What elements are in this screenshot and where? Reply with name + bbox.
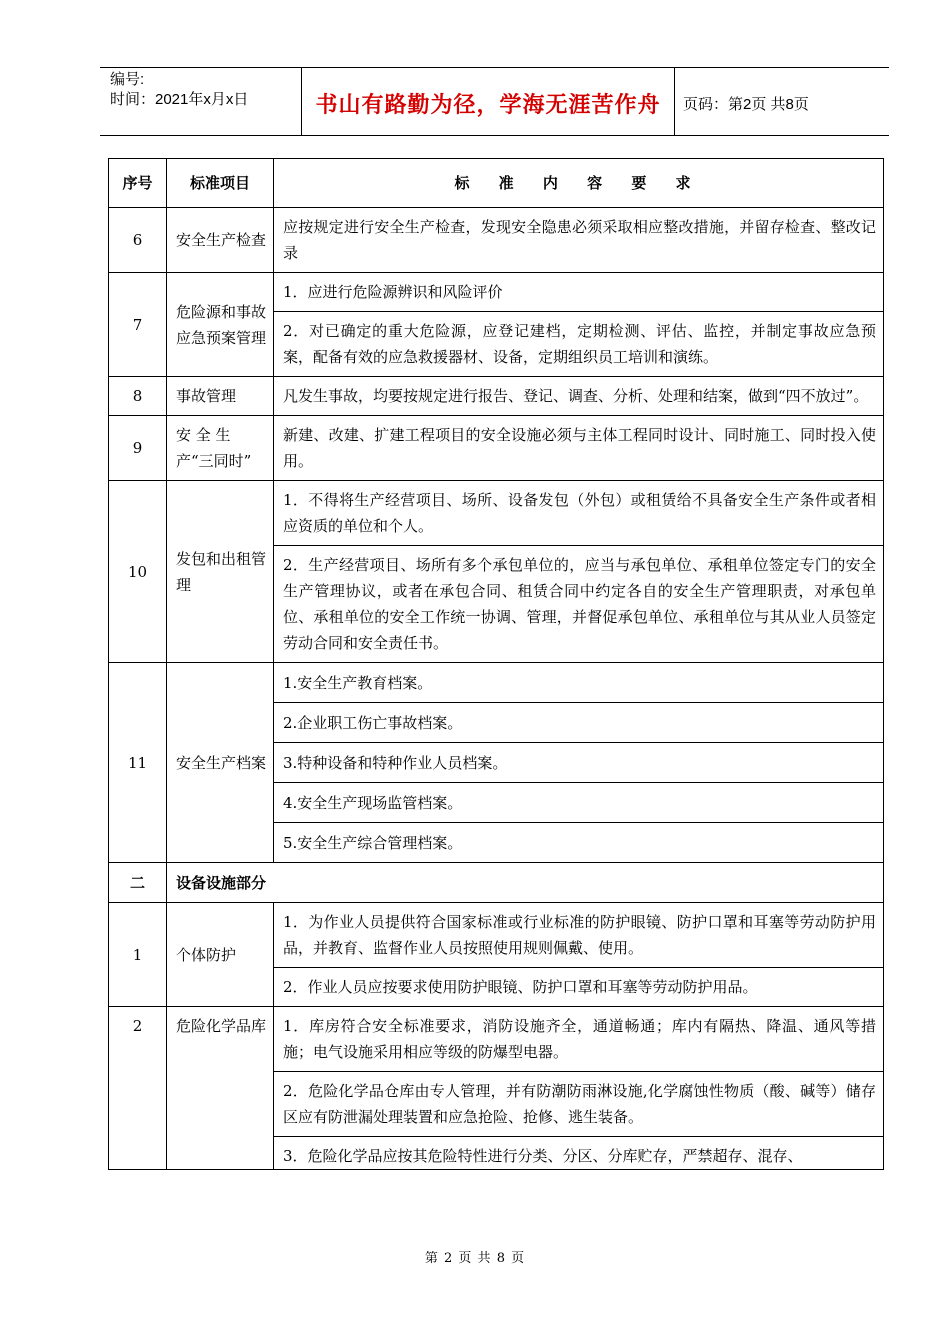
row-requirement: 1．为作业人员提供符合国家标准或行业标准的防护眼镜、防护口罩和耳塞等劳动防护用品，并教育、监督作业人员按照使用规则佩戴、使用。 xyxy=(274,903,884,968)
row-requirement: 新建、改建、扩建工程项目的安全设施必须与主体工程同时设计、同时施工、同时投入使用。 xyxy=(274,416,884,481)
row-item: 个体防护 xyxy=(167,903,274,1007)
header-divider-2 xyxy=(674,67,675,136)
row-no: 2 xyxy=(109,1007,167,1170)
table-row xyxy=(109,273,884,312)
section-title: 设备设施部分 xyxy=(167,863,884,903)
section-row xyxy=(109,863,884,903)
row-requirement: 1．应进行危险源辨识和风险评价 xyxy=(274,273,884,312)
section-no: 二 xyxy=(109,863,167,903)
row-item: 事故管理 xyxy=(167,377,274,416)
row-requirement: 3．危险化学品应按其危险特性进行分类、分区、分库贮存，严禁超存、混存、 xyxy=(274,1137,884,1170)
row-no: 10 xyxy=(109,481,167,663)
row-item: 发包和出租管理 xyxy=(167,481,274,663)
row-requirement: 凡发生事故，均要按规定进行报告、登记、调查、分析、处理和结案，做到“四不放过”。 xyxy=(274,377,884,416)
row-requirement: 4.安全生产现场监管档案。 xyxy=(274,783,884,823)
header-page-info: 页码：第2页 共8页 xyxy=(683,96,809,113)
row-requirement: 1．不得将生产经营项目、场所、设备发包（外包）或租赁给不具备安全生产条件或者相应资质的单位和个人。 xyxy=(274,481,884,546)
table-row xyxy=(109,416,884,481)
row-requirement: 3.特种设备和特种作业人员档案。 xyxy=(274,743,884,783)
table-row xyxy=(109,481,884,546)
row-requirement: 2.企业职工伤亡事故档案。 xyxy=(274,703,884,743)
row-no: 7 xyxy=(109,273,167,377)
standards-table xyxy=(108,158,884,1170)
time-label: 时间：2021年x月x日 xyxy=(110,91,249,108)
header-no: 序号 xyxy=(109,159,167,208)
header-motto: 书山有路勤为径，学海无涯苦作舟 xyxy=(315,93,661,118)
row-requirement: 2．危险化学品仓库由专人管理，并有防潮防雨淋设施,化学腐蚀性物质（酸、碱等）储存区应有防泄漏处理装置和应急抢险、抢修、逃生装备。 xyxy=(274,1072,884,1137)
table-row xyxy=(109,377,884,416)
header-bottom-rule xyxy=(100,135,889,136)
row-no: 11 xyxy=(109,663,167,863)
row-requirement: 2．生产经营项目、场所有多个承包单位的，应当与承包单位、承租单位签定专门的安全生产管理协议，或者在承包合同、租赁合同中约定各自的安全生产管理职责，对承包单位、承租单位的安全工作统一协调、管理，并督促承包单位、承租单位与其从业人员签定劳动合同和安全责任书。 xyxy=(274,546,884,663)
row-item: 安全生产档案 xyxy=(167,663,274,863)
table-row xyxy=(109,903,884,968)
row-requirement: 1．库房符合安全标准要求，消防设施齐全，通道畅通；库内有隔热、降温、通风等措施；电气设施采用相应等级的防爆型电器。 xyxy=(274,1007,884,1072)
code-label: 编号: xyxy=(110,71,145,88)
row-item: 安全生产检查 xyxy=(167,208,274,273)
row-no: 6 xyxy=(109,208,167,273)
row-item: 危险化学品库 xyxy=(167,1007,274,1170)
row-requirement: 1.安全生产教育档案。 xyxy=(274,663,884,703)
table-row xyxy=(109,663,884,703)
row-no: 9 xyxy=(109,416,167,481)
row-requirement: 2．对已确定的重大危险源，应登记建档，定期检测、评估、监控，并制定事故应急预案，配备有效的应急救援器材、设备，定期组织员工培训和演练。 xyxy=(274,312,884,377)
table-header-row xyxy=(109,159,884,208)
table-row xyxy=(109,1007,884,1072)
row-item: 危险源和事故应急预案管理 xyxy=(167,273,274,377)
row-item: 安 全 生 产“三同时” xyxy=(167,416,274,481)
table-row xyxy=(109,208,884,273)
row-no: 1 xyxy=(109,903,167,1007)
row-no: 8 xyxy=(109,377,167,416)
page-footer: 第 2 页 共 8 页 xyxy=(424,1251,526,1266)
row-requirement: 2．作业人员应按要求使用防护眼镜、防护口罩和耳塞等劳动防护用品。 xyxy=(274,968,884,1007)
header-top-rule xyxy=(100,67,889,68)
row-requirement: 5.安全生产综合管理档案。 xyxy=(274,823,884,863)
row-requirement: 应按规定进行安全生产检查，发现安全隐患必须采取相应整改措施，并留存检查、整改记录 xyxy=(274,208,884,273)
header-item: 标准项目 xyxy=(167,159,274,208)
header-requirement: 标 准 内 容 要 求 xyxy=(274,159,884,208)
header-meta xyxy=(110,70,248,110)
